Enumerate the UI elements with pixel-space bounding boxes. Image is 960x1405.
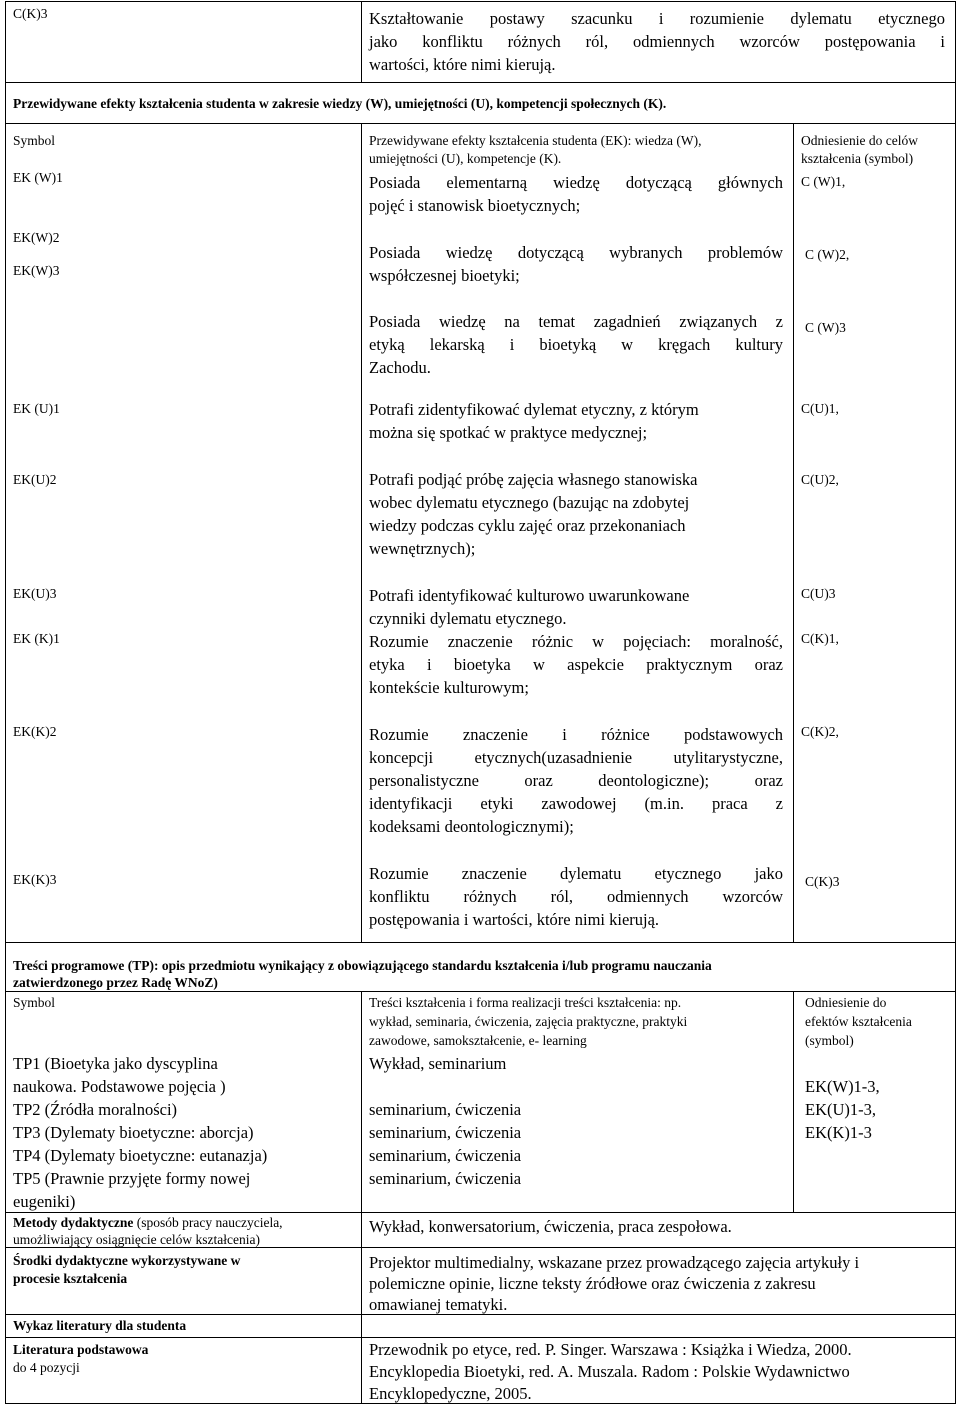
effect-description: koncepcji etycznych(uzasadnienie utylitarystyczne, (369, 748, 783, 767)
tp-reference: EK(K)1-3 (805, 1123, 872, 1142)
column-header-content: zawodowe, samokształcenie, e- learning (369, 1033, 587, 1048)
methods-label-rest: (sposób pracy nauczyciela, (133, 1215, 283, 1230)
effect-description: etyką lekarską i bioetyką w kręgach kultury (369, 335, 783, 354)
tp-item: TP1 (Bioetyka jako dyscyplina (13, 1054, 218, 1073)
program-heading: Treści programowe (TP): opis przedmiotu wynikający z obowiązującego standardu kształcenia i/lub programu nauczania (13, 958, 712, 973)
table-border (793, 123, 794, 943)
effects-heading: Przewidywane efekty kształcenia studenta w zakresie wiedzy (W), umiejętności (U), kompetencji społecznych (K). (13, 96, 667, 111)
effect-symbol: EK(W)2 (13, 230, 60, 245)
means-value: Projektor multimedialny, wskazane przez prowadzącego zajęcia artykuły i (369, 1253, 860, 1272)
effect-description: można się spotkać w praktyce medycznej; (369, 423, 648, 442)
table-border (5, 82, 956, 83)
effect-reference: C(U)3 (801, 586, 836, 601)
column-header-symbol: Symbol (13, 995, 56, 1010)
tp-item: TP5 (Prawnie przyjęte formy nowej (13, 1169, 251, 1188)
column-header-reference: efektów kształcenia (805, 1014, 912, 1029)
effect-description: kodeksami deontologicznymi); (369, 817, 574, 836)
table-border (955, 1, 956, 1404)
literature-item: Encyklopedia Bioetyki, red. A. Muszala. Radom : Polskie Wydawnictwo (369, 1362, 850, 1381)
effect-reference: C(K)1, (801, 631, 839, 646)
tp-item: TP4 (Dylematy bioetyczne: eutanazja) (13, 1146, 268, 1165)
effect-description: etyka i bioetyka w aspekcie praktycznym oraz (369, 655, 783, 674)
effect-symbol: EK(U)3 (13, 586, 57, 601)
effect-description: Posiada elementarną wiedzę dotyczącą głównych (369, 173, 783, 192)
table-border (361, 1337, 362, 1404)
literature-basic-note: do 4 pozycji (13, 1360, 80, 1375)
tp-item: eugeniki) (13, 1192, 76, 1211)
effect-reference: C(K)2, (801, 724, 839, 739)
effect-description: wewnętrznych); (369, 539, 476, 558)
effect-description: postępowania i wartości, które nimi kierują. (369, 910, 660, 929)
effect-description: personalistyczne oraz deontologiczne); oraz (369, 771, 783, 790)
effect-description: Potrafi podjąć próbę zajęcia własnego stanowiska (369, 470, 698, 489)
tp-reference: EK(U)1-3, (805, 1100, 877, 1119)
effect-symbol: EK(W)3 (13, 263, 60, 278)
effect-symbol: EK(U)2 (13, 472, 57, 487)
effect-reference: C (W)2, (805, 247, 850, 262)
column-header-symbol: Symbol (13, 133, 56, 148)
tp-form: seminarium, ćwiczenia (369, 1169, 522, 1188)
tp-form: seminarium, ćwiczenia (369, 1123, 522, 1142)
effect-description: Posiada wiedzę na temat zagadnień związanych z (369, 312, 783, 331)
table-border (793, 991, 794, 1213)
tp-item: TP2 (Źródła moralności) (13, 1100, 178, 1119)
effect-description: Zachodu. (369, 358, 431, 377)
means-label: procesie kształcenia (13, 1271, 128, 1286)
effect-description: czynniki dylematu etycznego. (369, 609, 567, 628)
goal-symbol: C(K)3 (13, 6, 48, 21)
column-header-reference: kształcenia (symbol) (801, 151, 914, 166)
effect-description: Rozumie znaczenie dylematu etycznego jako (369, 864, 783, 883)
column-header-effects: umiejętności (U), kompetencje (K). (369, 151, 562, 166)
table-border (5, 1212, 956, 1213)
table-border (361, 1, 362, 83)
effect-description: Rozumie znaczenie i różnice podstawowych (369, 725, 783, 744)
effect-description: Rozumie znaczenie różnic w pojęciach: moralność, (369, 632, 783, 651)
effect-description: współczesnej bioetyki; (369, 266, 520, 285)
methods-label (13, 1214, 283, 1232)
means-label: Środki dydaktyczne wykorzystywane w (13, 1253, 241, 1268)
goal-text-line: wartości, które nimi kierują. (369, 55, 556, 74)
effect-symbol: EK(K)3 (13, 872, 57, 887)
literature-item: Przewodnik po etyce, red. P. Singer. Warszawa : Książka i Wiedza, 2000. (369, 1340, 852, 1359)
literature-basic-label: Literatura podstawowa (13, 1342, 149, 1357)
table-border (361, 991, 362, 1337)
table-border (5, 1, 956, 2)
effect-reference: C(K)3 (805, 874, 840, 889)
effect-description: Posiada wiedzę dotyczącą wybranych problemów (369, 243, 783, 262)
literature-item: Encyklopedyczne, 2005. (369, 1384, 532, 1403)
tp-item: naukowa. Podstawowe pojęcia ) (13, 1077, 226, 1096)
column-header-reference: (symbol) (805, 1033, 854, 1048)
column-header-reference: Odniesienie do celów (801, 133, 918, 148)
effect-symbol: EK (W)1 (13, 170, 63, 185)
tp-form: seminarium, ćwiczenia (369, 1100, 522, 1119)
effect-reference: C(U)1, (801, 401, 839, 416)
table-border (5, 1, 6, 1404)
column-header-content: wykład, seminaria, ćwiczenia, zajęcia praktyczne, praktyki (369, 1014, 688, 1029)
column-header-content: Treści kształcenia i forma realizacji treści kształcenia: np. (369, 995, 682, 1010)
literature-heading: Wykaz literatury dla studenta (13, 1318, 187, 1333)
effect-description: kontekście kulturowym; (369, 678, 529, 697)
program-heading: zatwierdzonego przez Radę WNoZ) (13, 975, 218, 990)
methods-label-bold: Metody dydaktyczne (13, 1215, 134, 1230)
column-header-effects: Przewidywane efekty kształcenia studenta (EK): wiedza (W), (369, 133, 702, 148)
goal-text-line: jako konfliktu różnych ról, odmiennych wzorców postępowania i (369, 32, 945, 51)
effect-description: wiedzy podczas cyklu zajęć oraz przekonaniach (369, 516, 686, 535)
means-value: omawianej tematyki. (369, 1295, 508, 1314)
methods-value: Wykład, konwersatorium, ćwiczenia, praca zespołowa. (369, 1217, 732, 1236)
table-border (5, 942, 956, 943)
effect-reference: C (W)3 (805, 320, 846, 335)
effect-description: wobec dylematu etycznego (bazując na zdobytej (369, 493, 690, 512)
table-border (361, 123, 362, 943)
effect-description: konfliktu różnych ról, odmiennych wzorców (369, 887, 783, 906)
goal-text-line: Kształtowanie postawy szacunku i rozumienie dylematu etycznego (369, 9, 945, 28)
effect-description: Potrafi zidentyfikować dylemat etyczny, z którym (369, 400, 699, 419)
tp-form: Wykład, seminarium (369, 1054, 507, 1073)
tp-reference: EK(W)1-3, (805, 1077, 880, 1096)
methods-label: umożliwiający osiągnięcie celów kształcenia) (13, 1232, 261, 1247)
effect-description: Potrafi identyfikować kulturowo uwarunkowane (369, 586, 690, 605)
tp-item: TP3 (Dylematy bioetyczne: aborcja) (13, 1123, 254, 1142)
effect-symbol: EK (K)1 (13, 631, 60, 646)
column-header-reference: Odniesienie do (805, 995, 887, 1010)
tp-form: seminarium, ćwiczenia (369, 1146, 522, 1165)
effect-reference: C(U)2, (801, 472, 839, 487)
effect-symbol: EK(K)2 (13, 724, 57, 739)
effect-symbol: EK (U)1 (13, 401, 60, 416)
table-border (5, 123, 956, 124)
effect-description: identyfikacji etyki zawodowej (m.in. praca z (369, 794, 783, 813)
means-value: polemiczne opinie, liczne teksty źródłowe oraz ćwiczenia z zakresu (369, 1274, 816, 1293)
effect-description: pojęć i stanowisk bioetycznych; (369, 196, 581, 215)
effect-reference: C (W)1, (801, 174, 846, 189)
